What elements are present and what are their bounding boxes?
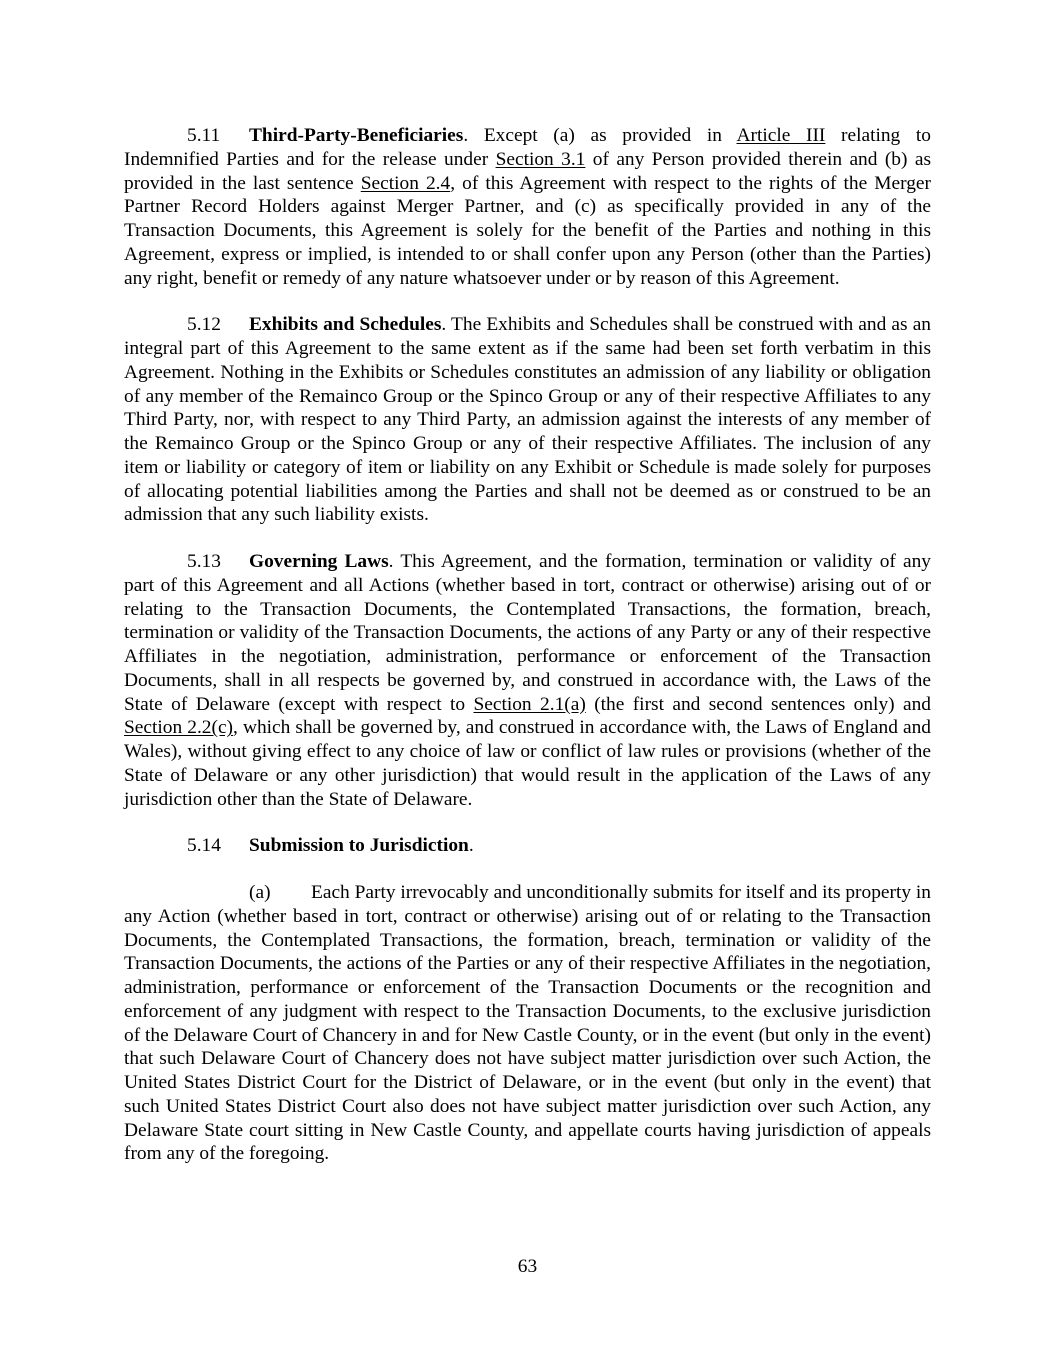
section-number: 5.14 xyxy=(187,835,221,857)
section-heading: Governing Laws xyxy=(249,551,389,572)
subsection-5-14-a: (a) Each Party irrevocably and unconditionally submits for itself and its property in any Action (whether based in tort, contract or otherwise) arising out of or relating to the Transaction Documents, the Contemplated Transactions, the formation, breach, termination or validity of the Transaction Documents, the actions of the Parties or any of their respective Affiliates in the negotiation, administration, performance or enforcement of the Transaction Documents or the recognition and enforcement of any judgment with respect to the Transaction Documents, to the exclusive jurisdiction of the Delaware Court of Chancery in and for New Castle County, or in the event (but only in the event) that such Delaware Court of Chancery does not have subject matter jurisdiction over such Action, the United States District Court for the District of Delaware, or in the event (but only in the event) that such United States District Court also does not have subject matter jurisdiction over such Action, any Delaware State court sitting in New Castle County, and appellate courts having jurisdiction of appeals from any of the foregoing. xyxy=(124,882,931,1165)
document-page xyxy=(124,124,931,1189)
section-number: 5.13 xyxy=(187,551,221,572)
section-number: 5.11 xyxy=(187,125,221,146)
section-5-12: 5.12 Exhibits and Schedules. The Exhibits and Schedules shall be construed with and as an integral part of this Agreement to the same extent as if the same had been set forth verbatim in this Agreement. Nothing in the Exhibits or Schedules constitutes an admission of any liability or obligation of any member of the Remainco Group or the Spinco Group or any of their respective Affiliates to any Third Party, nor, with respect to any Third Party, an admission against the interests of any member of the Remainco Group or the Spinco Group or any of their respective Affiliates. The inclusion of any item or liability or category of item or liability on any Exhibit or Schedule is made solely for purposes of allocating potential liabilities among the Parties and shall not be deemed as or construed to be an admission that any such liability exists. xyxy=(124,314,932,526)
section-heading: Submission to Jurisdiction xyxy=(249,835,469,857)
section-heading: Third-Party-Beneficiaries xyxy=(249,125,464,146)
cross-reference-section-3-1: Section 3.1 xyxy=(495,148,586,170)
cross-reference-section-2-1a: Section 2.1(a) xyxy=(473,693,586,715)
section-5-11: 5.11 Third-Party-Beneficiaries. Except (a) as provided in Article III relating to Indemnified Parties and for the release under Section 3.1 of any Person provided therein and (b) as provided in the last sentence Section 2.4, of this Agreement with respect to the rights of the Merger Partner Record Holders against Merger Partner, and (c) as specifically provided in any of the Transaction Documents, this Agreement is solely for the benefit of the Parties and nothing in this Agreement, express or implied, is intended to or shall confer upon any Person (other than the Parties) any right, benefit or remedy of any nature whatsoever under or by reason of this Agreement. xyxy=(124,125,931,289)
cross-reference-section-2-2c: Section 2.2(c) xyxy=(124,717,234,739)
cross-reference-section-2-4: Section 2.4 xyxy=(360,172,451,194)
section-number: 5.12 xyxy=(187,314,221,336)
section-5-14: 5.14 Submission to Jurisdiction. xyxy=(187,835,474,857)
cross-reference-article-iii: Article III xyxy=(736,125,826,146)
section-heading: Exhibits and Schedules xyxy=(249,314,442,336)
page-number: 63 xyxy=(517,1256,538,1277)
subsection-label: (a) xyxy=(249,882,271,903)
section-5-13: 5.13 Governing Laws. This Agreement, and the formation, termination or validity of any part of this Agreement and all Actions (whether based in tort, contract or otherwise) arising out of or relating to the Transaction Documents, the Contemplated Transactions, the formation, breach, termination or validity of the Transaction Documents, the actions of any Party or any of their respective Affiliates in the negotiation, administration, performance or enforcement of the Transaction Documents, shall in all respects be governed by, and construed in accordance with, the Laws of the State of Delaware (except with respect to Section 2.1(a) (the first and second sentences only) and Section 2.2(c), which shall be governed by, and construed in accordance with, the Laws of England and Wales), without giving effect to any choice of law or conflict of law rules or provisions (whether of the State of Delaware or any other jurisdiction) that would result in the application of the Laws of any jurisdiction other than the State of Delaware. xyxy=(124,551,931,810)
